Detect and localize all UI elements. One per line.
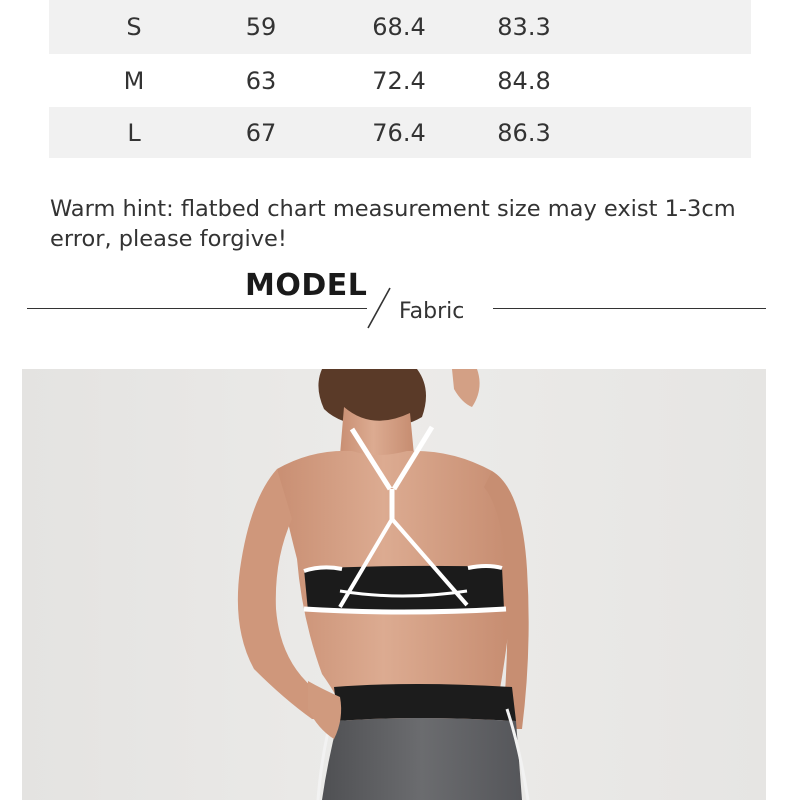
model-photo [22, 369, 766, 800]
warm-hint-text: Warm hint: flatbed chart measurement size may exist 1-3cm error, please forgive! [50, 196, 736, 252]
table-cell-size: L [127, 118, 141, 147]
size-table [49, 0, 751, 158]
table-row [49, 54, 751, 107]
divider-left [27, 308, 367, 309]
table-cell-size: M [123, 66, 145, 95]
table-row [49, 107, 751, 158]
section-subheading: Fabric [399, 299, 465, 324]
table-cell: 72.4 [372, 66, 426, 95]
table-cell: 84.8 [497, 66, 551, 95]
table-cell: 86.3 [497, 118, 551, 147]
table-row [49, 0, 751, 54]
table-cell: 76.4 [372, 118, 426, 147]
table-cell: 67 [245, 118, 277, 147]
table-cell: 83.3 [497, 13, 551, 41]
section-heading: MODEL [245, 268, 368, 303]
table-cell-size: S [126, 13, 142, 41]
table-cell: 68.4 [372, 13, 426, 41]
divider-right [493, 308, 766, 309]
table-cell: 63 [245, 66, 277, 95]
slash-divider-icon [365, 286, 393, 330]
table-cell: 59 [245, 13, 277, 41]
model-photo-illustration [22, 369, 766, 800]
